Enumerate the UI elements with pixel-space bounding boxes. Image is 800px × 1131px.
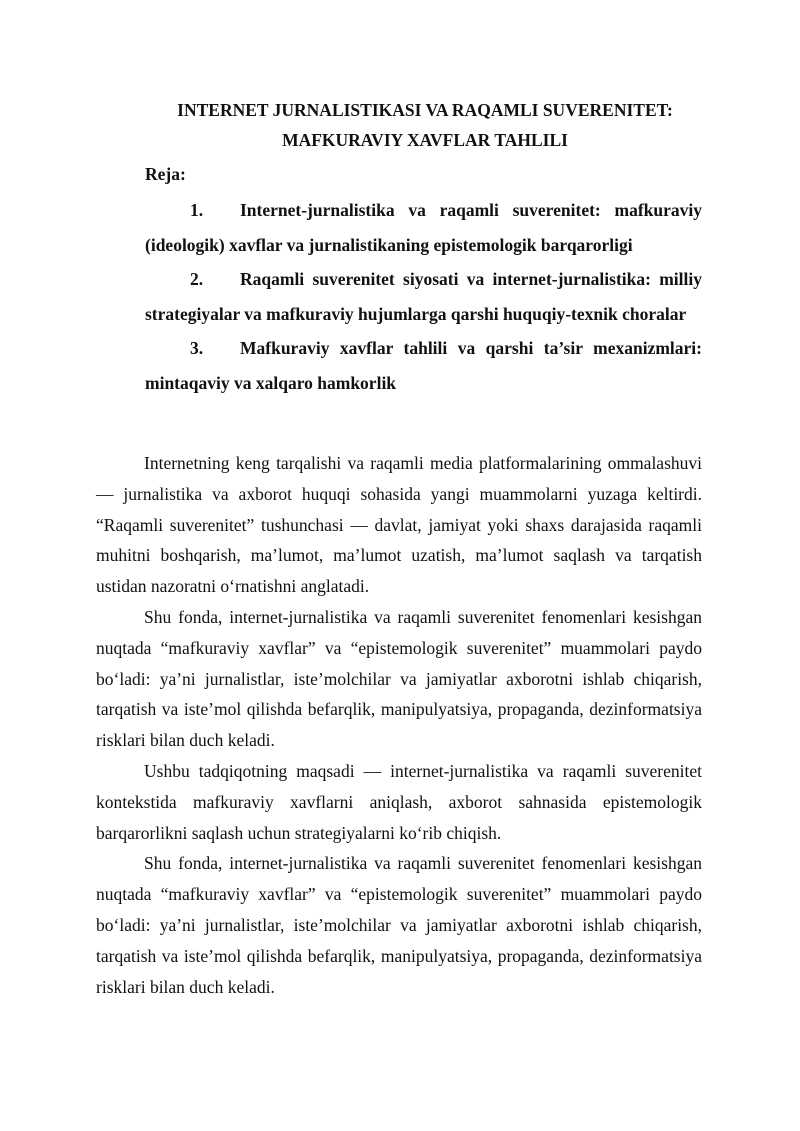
plan-item-text: Mafkuraviy xavflar tahlili va qarshi ta’sir mexanizmlari: mintaqaviy va xalqaro hamkorlik	[145, 338, 702, 393]
document-title-line-1: INTERNET JURNALISTIKASI VA RAQAMLI SUVERENITET:	[177, 100, 673, 120]
plan-list	[145, 193, 702, 400]
plan-item-3	[145, 331, 702, 400]
plan-item-2	[145, 262, 702, 331]
plan-item-text: Raqamli suverenitet siyosati va internet-jurnalistika: milliy strategiyalar va mafkuraviy hujumlarga qarshi huquqiy-texnik choralar	[145, 269, 702, 324]
plan-item-1	[145, 193, 702, 262]
plan-item-number: 3.	[190, 338, 204, 358]
paragraph-2: Shu fonda, internet-jurnalistika va raqamli suverenitet fenomenlari kesishgan nuqtada “mafkuraviy xavflar” va “epistemologik suverenitet” muammolari paydo bo‘ladi: ya’ni jurnalistlar, iste’molchilar va jamiyatlar axborotni ishlab chiqarish, tarqatish va iste’mol qilishda befarqlik, manipulyatsiya, propaganda, dezinformatsiya risklari bilan duch keladi.	[96, 606, 702, 751]
plan-item-number: 1.	[190, 200, 204, 220]
document-title-line-2: MAFKURAVIY XAVFLAR TAHLILI	[282, 130, 568, 150]
paragraph-1: Internetning keng tarqalishi va raqamli media platformalarining ommalashuvi — jurnalistika va axborot huquqi sohasida yangi muammolarni yuzaga keltirdi. “Raqamli suverenitet” tushunchasi — davlat, jamiyat yoki shaxs darajasida raqamli muhitni boshqarish, ma’lumot, ma’lumot uzatish, ma’lumot saqlash va tarqatish ustidan nazoratni o‘rnatishni anglatadi.	[96, 453, 702, 597]
paragraph-3: Ushbu tadqiqotning maqsadi — internet-jurnalistika va raqamli suverenitet kontekstida mafkuraviy xavflarni aniqlash, axborot sahnasida epistemologik barqarorlikni saqlash uchun strategiyalarni ko‘rib chiqish.	[96, 760, 702, 843]
plan-item-text: Internet-jurnalistika va raqamli suverenitet: mafkuraviy (ideologik) xavflar va jurnalistikaning epistemologik barqarorligi	[145, 200, 702, 255]
paragraph-4: Shu fonda, internet-jurnalistika va raqamli suverenitet fenomenlari kesishgan nuqtada “mafkuraviy xavflar” va “epistemologik suverenitet” muammolari paydo bo‘ladi: ya’ni jurnalistlar, iste’molchilar va jamiyatlar axborotni ishlab chiqarish, tarqatish va iste’mol qilishda befarqlik, manipulyatsiya, propaganda, dezinformatsiya risklari bilan duch keladi.	[96, 853, 702, 997]
plan-label: Reja:	[145, 164, 186, 184]
body-text	[96, 448, 702, 1002]
plan-item-number: 2.	[190, 269, 204, 289]
